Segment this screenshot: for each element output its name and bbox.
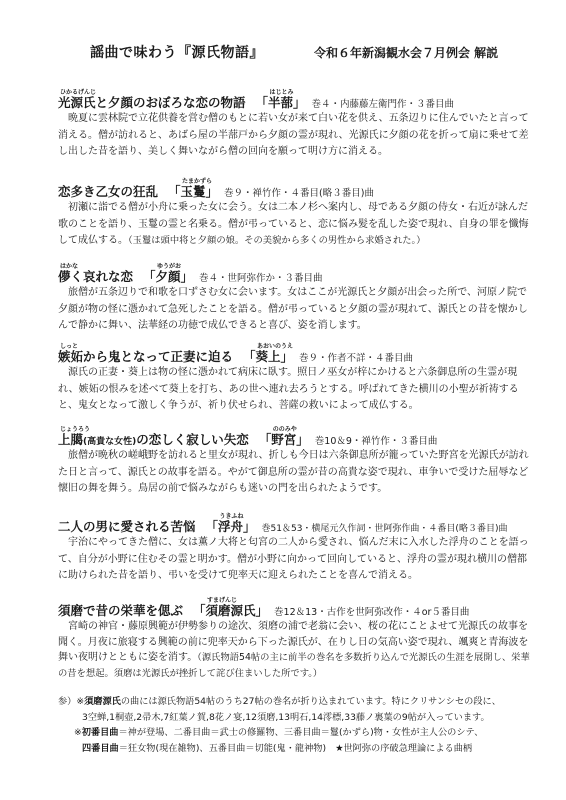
play-ruby: たまかずら — [182, 178, 213, 185]
section-tamakazura — [58, 178, 536, 250]
play-info: 巻４・内藤藤左衛門作・３番目曲 — [311, 99, 455, 110]
section-heading — [58, 597, 536, 618]
footnote-line: ※初番目曲＝神が登場、二番目曲＝武士の修羅物、三番目曲＝鬘(かずら)物・女性が主人公のシテ、 — [74, 727, 484, 738]
theme-annotation: (高貴な女性) — [83, 437, 137, 447]
play-ruby: はじとみ — [269, 89, 294, 96]
section-aoi-no-ue — [58, 343, 536, 415]
section-nonomiya — [58, 426, 536, 498]
section-heading — [58, 513, 536, 534]
play-title: すまげんじ 「須磨源氏」 — [193, 597, 269, 618]
section-theme: 二人の男に愛される苦悩 — [58, 519, 196, 534]
footnote-line: 3空蝉,1桐壺,2帚木,7紅葉ノ賀,8花ノ宴,12須磨,13明石,14澪標,33藤ノ裏葉の9帖が入っています。 — [82, 711, 490, 723]
section-heading — [58, 263, 536, 284]
section-heading — [58, 89, 536, 110]
section-ukifune — [58, 513, 536, 585]
section-theme: ひかるげんじ 光源氏と夕顔のおぼろな恋の物語 — [58, 89, 246, 110]
play-info: 巻９・禅竹作・４番目(略３番目)曲 — [224, 188, 374, 199]
theme-ruby: しっと — [60, 343, 79, 350]
section-body: 旅僧が五条辺りで和歌を口ずさむ女に会います。女はここが光源氏と夕顔が出会った所で、河原ノ院で夕顔が物の怪に憑かれて急死したことを語る。僧が弔っていると夕顔の霊が現れて、源氏との昔を懐かしんで静かに舞い、法華経の功徳で成仏できると喜び、姿を消します。 — [58, 287, 528, 331]
document-header — [0, 42, 566, 66]
section-body: 初瀬に詣でる僧が小舟に乗った女に会う。女は二本ノ杉へ案内し、母である夕顔の侍女・右近が詠んだ歌のことを語り、玉鬘の霊と名乗る。僧が弔っていると、恋に悩み髪を乱した姿で現れ、自身の罪を懺悔して成仏する。（玉鬘は頭中将と夕顔の娘。その美貌から多くの男性から求婚された。） — [58, 202, 529, 246]
theme-ruby: じょうろう — [60, 426, 91, 433]
play-ruby: あおいのうえ — [257, 343, 294, 350]
theme-ruby: はかな — [60, 263, 79, 270]
play-ruby: ののみや — [272, 426, 297, 433]
section-theme: しっと 嫉妬から鬼となって正妻に迫る — [58, 343, 234, 364]
play-info: 巻９・作者不詳・４番目曲 — [299, 353, 414, 364]
section-theme: 須磨で昔の栄華を偲ぶ — [58, 603, 184, 618]
section-heading — [58, 343, 536, 364]
section-suma-genji — [58, 597, 536, 681]
play-ruby: すまげんじ — [207, 597, 238, 604]
footer-notes — [58, 694, 538, 756]
section-body: 晩夏に雲林院で立花供養を営む僧のもとに若い女が来て白い花を供え、五条辺りに住んでいたと言って消える。僧が訪れると、あばら屋の半蔀戸から夕顔の霊が現れ、光源氏に夕顔の花を折って扇に乗せて差し出した昔を語り、美しく舞いながら僧の回向を願って明け方に消える。 — [58, 113, 529, 157]
theme-ruby: ひかるげんじ — [60, 89, 97, 96]
section-hajitomi — [58, 89, 536, 161]
document-subtitle: 令和６年新潟観水会７月例会 解説 — [314, 46, 499, 60]
play-title: あおいのうえ 「葵上」 — [243, 343, 294, 364]
footnote-line: 四番目曲＝狂女物(現在雑物)、五番目曲＝切能(鬼・龍神物) ★世阿弥の序破急理論による曲柄 — [82, 742, 473, 754]
play-ruby: ゆうがお — [157, 263, 182, 270]
section-theme: はかな 儚く哀れな恋 — [58, 263, 134, 284]
section-note: （玉鬘は頭中将と夕顔の娘。その美貌から多くの男性から求婚された。） — [128, 235, 426, 246]
play-info: 巻４・世阿弥作か・３番目曲 — [199, 273, 323, 284]
play-ruby: うきふね — [219, 513, 244, 520]
section-body: 宮崎の神官・藤原興範が伊勢参りの途次、須磨の浦で老翁に会い、桜の花にことよせて光源氏の故事を聞く。月夜に旅寝する興範の前に兜率天から下った源氏が、在りし日の気高い姿で現れ、颯爽と青海波を舞い夜明けとともに姿を消す。（源氏物語54帖の主に前半の巻名を多数折り込んで光源氏の生涯を展開し、栄華の昔を想起。須磨は光源氏が挫折して詫び住まいした所です。） — [58, 621, 530, 679]
play-info: 巻10＆9・禅竹作・３番目曲 — [314, 436, 438, 447]
play-title: ゆうがお 「夕顔」 — [143, 263, 194, 284]
play-info: 巻12＆13・古作を世阿弥改作・４or５番目曲 — [274, 607, 470, 618]
footnote-line: 参）※須磨源氏の曲には源氏物語54帖のうち27帖の巻名が折り込まれています。特にクリサンシセの段に、 — [58, 696, 501, 707]
play-title: ののみや 「野宮」 — [258, 426, 309, 447]
play-title: たまかずら 「玉鬘」 — [168, 178, 219, 199]
section-yugao — [58, 263, 536, 335]
section-theme: じょうろう 上臈(高貴な女性)の恋しく寂しい失恋 — [58, 426, 249, 447]
section-body: 宇治にやってきた僧に、女は薫ノ大将と匂宮の二人から愛され、悩んだ末に入水した浮舟のことを語って、自分が小野に住むその霊と明かす。僧が小野に向かって回向していると、浮舟の霊が現れ横川の僧都に助けられた昔を語り、弔いを受けて兜率天に迎えられたことを喜んで消える。 — [58, 537, 529, 581]
play-info: 巻51＆53・横尾元久作詞・世阿弥作曲・４番目(略３番目)曲 — [261, 524, 508, 534]
play-title: はじとみ 「半蔀」 — [255, 89, 306, 110]
section-heading — [58, 178, 536, 199]
document-title: 謡曲で味わう『源氏物語』 — [90, 45, 264, 61]
section-theme: 恋多き乙女の狂乱 — [58, 184, 159, 199]
section-body: 源氏の正妻・葵上は物の怪に憑かれて病床に臥す。照日ノ巫女が梓にかけると六条御息所の生霊が現れ、嫉妬の恨みを述べて葵上を打ち、あの世へ連れ去ろうとする。呼ばれてきた横川の小聖が祈祷すると、鬼女となって激しく争うが、祈り伏せられ、菩薩の救いによって成仏する。 — [58, 367, 519, 411]
section-body: 旅僧が晩秋の嵯峨野を訪れると里女が現れ、折しも今日は六条御息所が籠っていた野宮を光源氏が訪れた日と言って、源氏との故事を語る。やがて御息所の霊が昔の高貴な姿で現れ、車争いで受けた屈辱など懐旧の舞を舞う。鳥居の前で悩みながらも迷いの門を出られたようです。 — [58, 450, 529, 494]
play-title: うきふね 「浮舟」 — [205, 513, 256, 534]
section-heading — [58, 426, 536, 447]
section-note: （源氏物語54帖の主に前半の巻名を多数折り込んで光源氏の生涯を展開し、栄華の昔を想起。須磨は光源氏が挫折して詫び住まいした所です。） — [58, 652, 530, 679]
